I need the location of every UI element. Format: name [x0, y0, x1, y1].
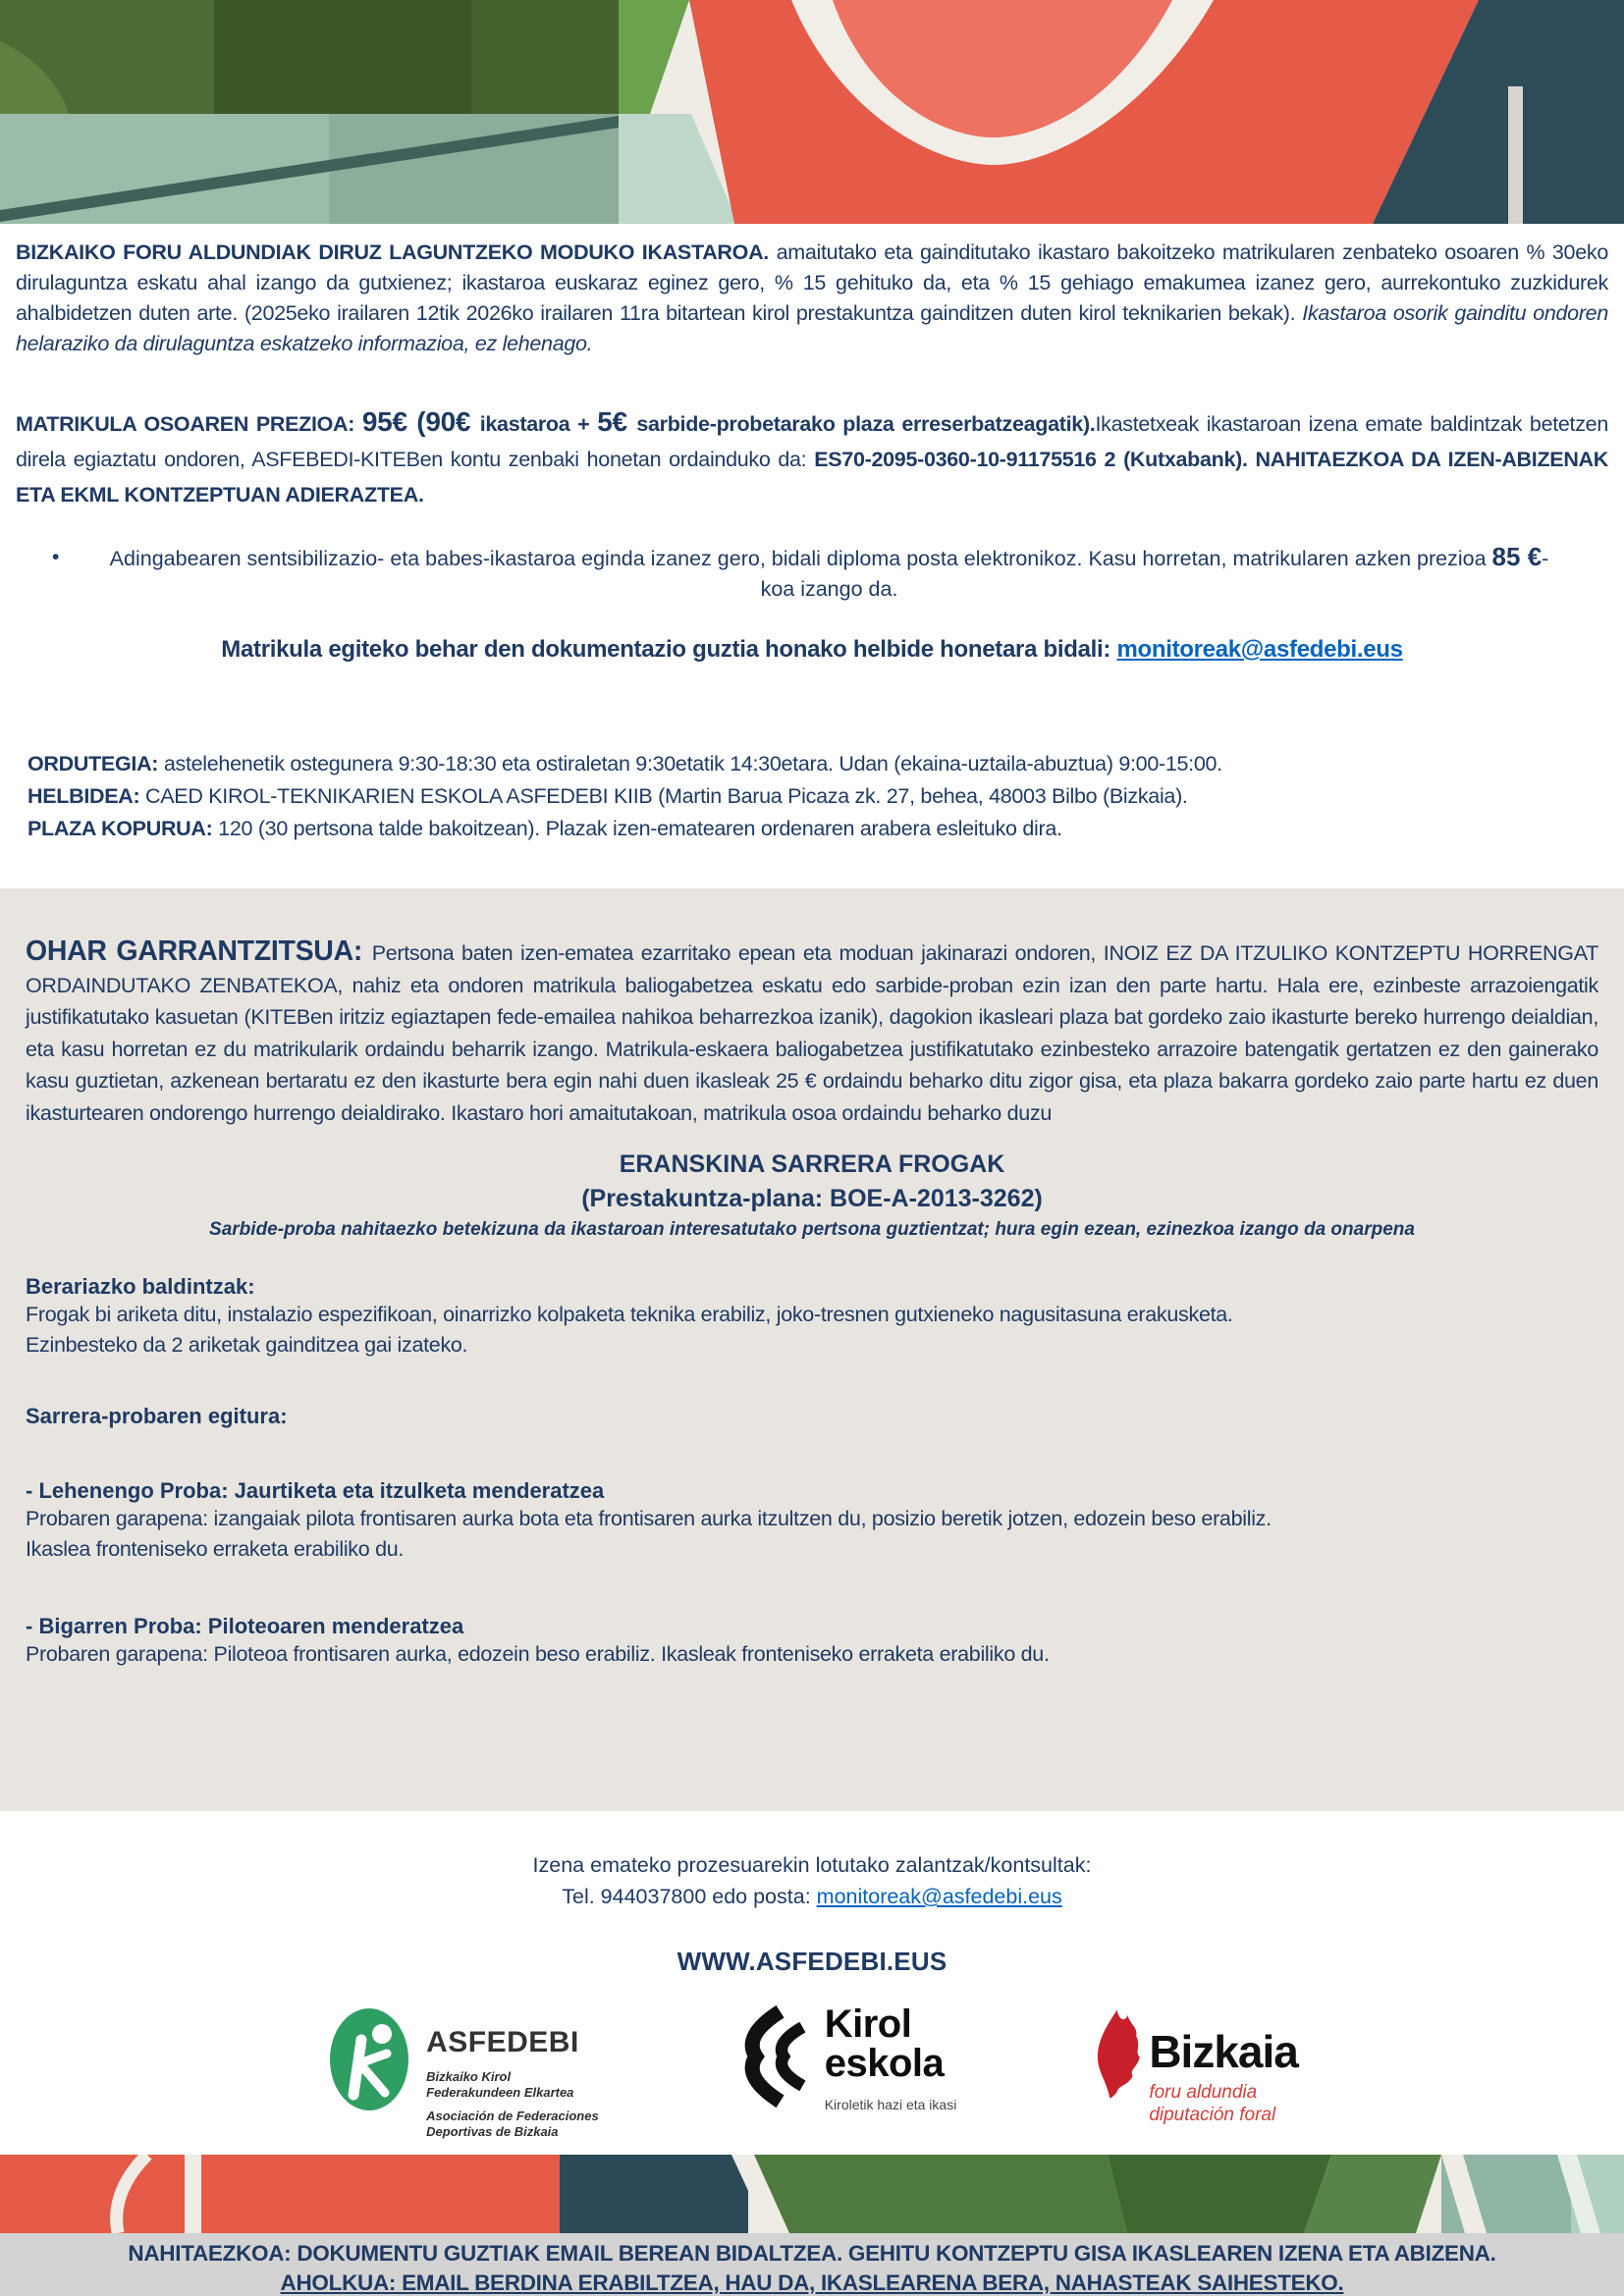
bizkaia-leaf-icon [1084, 2004, 1145, 2101]
footer-notice-bar [0, 2233, 1624, 2296]
seats-label: PLAZA KOPURUA: [27, 817, 213, 840]
important-notice [26, 935, 1598, 1129]
asfedebi-sub-eu2: Federakundeen Elkartea [426, 2085, 574, 2100]
bizkaia-subtitle [1149, 2081, 1298, 2126]
kirol-eskola-logo-text [825, 2004, 957, 2112]
intro-paragraph [16, 238, 1608, 359]
price-body: Ikastetxeak ikastaroan izena emate baldintzak betetzen direla egiaztatu ondoren, ASFEBEDI-KITEBen kontu zenbaki honetan ordainduko da: [16, 412, 1608, 471]
asfedebi-logo-mark-icon [326, 2004, 416, 2114]
kirol-tagline: Kiroletik hazi eta ikasi [824, 2097, 957, 2112]
first-test-body-1: Probaren garapena: izangaiak pilota frontisaren aurka bota eta frontisaren aurka itzultzen du, posizio beretik jotzen, edozein beso erabiliz. [26, 1507, 1272, 1530]
price-amount-total: 95€ (90€ [361, 406, 480, 437]
structure-title: Sarrera-probaren egitura: [26, 1404, 288, 1428]
second-test-title: - Bigarren Proba: Piloteoaren menderatzea [26, 1614, 464, 1638]
first-test-title: - Lehenengo Proba: Jaurtiketa eta itzulketa menderatzea [26, 1478, 605, 1503]
schedule-text: astelehenetik ostegunera 9:30-18:30 eta ostiraletan 9:30etatik 14:30etara. Udan (ekaina-uztaila-abuztua) 9:00-15:00. [158, 752, 1222, 775]
annex-title: ERANSKINA SARRERA FROGAK [619, 1150, 1005, 1178]
address-text: CAED KIROL-TEKNIKARIEN ESKOLA ASFEDEBI KIIB (Martin Barua Picaza zk. 27, behea, 48003 Bilbo (Bizkaia). [139, 784, 1188, 808]
intro-italic-tail: Ikastaroa osorik gainditu ondoren helaraziko da dirulaguntza eskatzeko informazioa, ez lehenago. [16, 301, 1609, 355]
bizkaia-name: Bizkaia [1149, 2026, 1298, 2077]
asfedebi-subtitle-es [426, 2109, 599, 2140]
mail-instruction [16, 636, 1608, 664]
contact-phone-line [0, 1880, 1624, 1913]
intro-lead: BIZKAIKO FORU ALDUNDIAK DIRUZ LAGUNTZEKO MODUKO IKASTAROA. [16, 240, 769, 264]
asfedebi-subtitle-eu [426, 2069, 599, 2101]
price-label: MATRIKULA OSOAREN PREZIOA: [16, 412, 362, 436]
asfedebi-sub-es1: Asociación de Federaciones [426, 2109, 599, 2123]
kirol-line1: Kirol [824, 2002, 912, 2046]
bizkaia-logo-text [1149, 2004, 1298, 2126]
address-line [27, 780, 1608, 813]
price-iban: ES70-2095-0360-10-91175516 2 (Kutxabank). NAHITAEZKOA DA IZEN-ABIZENAK ETA EKML KONTZEPTUAN ADIERAZTEA. [16, 448, 1608, 507]
conditions-line-1: Frogak bi ariketa ditu, instalazio espezifikoan, oinarrizko kolpaketa teknika erabiliz, joko-tresnen gutxieneko nagusitasuna erakusketa. [26, 1303, 1233, 1326]
notice-section [0, 888, 1624, 1811]
diploma-bullet [52, 542, 1549, 605]
asfedebi-sub-es2: Deportivas de Bizkaia [426, 2124, 559, 2139]
price-amount-reserve: 5€ [597, 406, 637, 437]
bizkaia-sub2: diputación foral [1149, 2105, 1276, 2125]
asfedebi-logo-text [426, 2004, 599, 2140]
seats-text: 120 (30 pertsona talde bakoitzean). Plazak izen-ematearen ordenaren arabera esleituko dira. [212, 817, 1062, 840]
bullet-price: 85 € [1491, 542, 1543, 571]
notice-title: OHAR GARRANTZITSUA: [26, 935, 372, 967]
address-label: HELBIDEA: [27, 784, 140, 808]
seats-line [27, 813, 1608, 845]
asfedebi-logo [326, 2004, 599, 2140]
schedule-line [27, 748, 1608, 780]
contact-question-line: Izena emateko prozesuarekin lotutako zalantzak/kontsultak: [532, 1853, 1092, 1877]
kirol-line2: eskola [824, 2042, 945, 2085]
second-test-body: Probaren garapena: Piloteoa frontisaren aurka, edozein beso erabiliz. Ikasleak fronteniseko erraketa erabiliko du. [26, 1642, 1050, 1666]
footer-mandatory-line: NAHITAEZKOA: DOKUMENTU GUZTIAK EMAIL BEREAN BIDALTZEA. GEHITU KONTZEPTU GISA IKASLEAREN IZENA ETA ABIZENA. [128, 2241, 1496, 2266]
annex-subtitle: Sarbide-proba nahitaezko betekizuna da ikastaroan interesatutako pertsona guztientzat; hura egin ezean, ezinezkoa izango da onarpena [209, 1219, 1415, 1240]
price-mid: ikastaroa + [479, 412, 598, 436]
conditions-line-2: Ezinbesteko da 2 ariketak gainditzea gai izateko. [26, 1333, 468, 1357]
bullet-text-1: Adingabearen sentsibilizazio- eta babes-ikastaroa eginda izanez gero, bidali diploma posta elektronikoz. Kasu horretan, matrikularen azken prezioa [109, 547, 1492, 570]
footer-graphic [0, 2155, 1624, 2233]
website-url: WWW.ASFEDEBI.EUS [677, 1947, 947, 1976]
contact-email-link[interactable]: monitoreak@asfedebi.eus [816, 1885, 1062, 1908]
first-test-body-2: Ikaslea fronteniseko erraketa erabiliko du. [26, 1537, 405, 1561]
price-paragraph [16, 404, 1608, 512]
annex-plan-reference: (Prestakuntza-plana: BOE-A-2013-3262) [581, 1185, 1043, 1212]
kirol-eskola-logo [727, 2004, 957, 2112]
intro-body: amaitutako eta gainditutako ikastaro bakoitzeko matrikularen zenbateko osoaren % 30eko dirulaguntza eskatu ahal izango da gutxienez; ikastaroa euskaraz eginez gero, % 15 gehituko da, eta % 15 gehiago emakumea izanez gero, aurrekontuko zuzkidurek ahalbidetzen duten arte. (2025eko irailaren 12tik 2026ko irailaren 11ra bitartean kirol prestakuntza gainditzen duten kirol teknikarien bekak). [16, 240, 1608, 325]
header-graphic [0, 0, 1624, 224]
bizkaia-logo [1084, 2004, 1298, 2126]
bullet-text-2: -koa izango da. [760, 547, 1549, 601]
bullet-icon: • [52, 546, 60, 568]
logos-row [0, 2004, 1624, 2140]
course-info-block [27, 748, 1608, 845]
contact-phone-text: Tel. 944037800 edo posta: [562, 1885, 817, 1908]
registration-email-link[interactable]: monitoreak@asfedebi.eus [1116, 636, 1403, 663]
price-bold-tail: sarbide-probetarako plaza erreserbatzeagatik). [636, 412, 1096, 436]
notice-body: Pertsona baten izen-ematea ezarritako epean eta moduan jakinarazi ondoren, INOIZ EZ DA ITZULIKO KONTZEPTU HORRENGAT ORDAINDUTAKO ZENBATEKOA, nahiz eta ondoren matrikula baliogabetzea eskatu edo sarbide-proban ezin izan den parte hartu. Hala ere, ezinbeste arrazoiengatik justifikatutako kasuetan (KITEBen iritziz egiaztapen fede-emailea nahikoa beharrezkoa izanik), dagokion ikasleari plaza bat gordeko zaio ikasturte bereko hurrengo deialdian, eta kasu horretan ez du matrikularik ordaindu beharrik izango. Matrikula-eskaera baliogabetzea justifikatutako ezinbesteko arrazoire batengatik gertatzen ez den gainerako kasu guztietan, azkenean bertaratu ez den ikasturte bera egin nahi duen ikasleak 25 € ordaindu beharko ditu zigor gisa, eta plaza bakarra gordeko zaio parte hartu ez duen ikasturtearen ondorengo hurrengo deialdirako. Ikastaro hori amaitutakoan, matrikula osoa ordaindu beharko duzu [26, 941, 1598, 1125]
contact-section [0, 1811, 1624, 2155]
intro-section [0, 224, 1624, 888]
kirol-eskola-logo-mark-icon [727, 2004, 813, 2109]
bizkaia-sub1: foru aldundia [1149, 2082, 1258, 2103]
footer-advice-line: AHOLKUA: EMAIL BERDINA ERABILTZEA, HAU DA, IKASLEARENA BERA, NAHASTEAK SAIHESTEKO. [280, 2270, 1344, 2295]
mail-instruction-label: Matrikula egiteko behar den dokumentazio guztia honako helbide honetara bidali: [221, 636, 1117, 663]
asfedebi-name: ASFEDEBI [426, 2026, 579, 2058]
asfedebi-sub-eu1: Bizkaiko Kirol [426, 2069, 512, 2084]
schedule-label: ORDUTEGIA: [27, 752, 159, 775]
conditions-title: Berariazko baldintzak: [26, 1274, 255, 1299]
